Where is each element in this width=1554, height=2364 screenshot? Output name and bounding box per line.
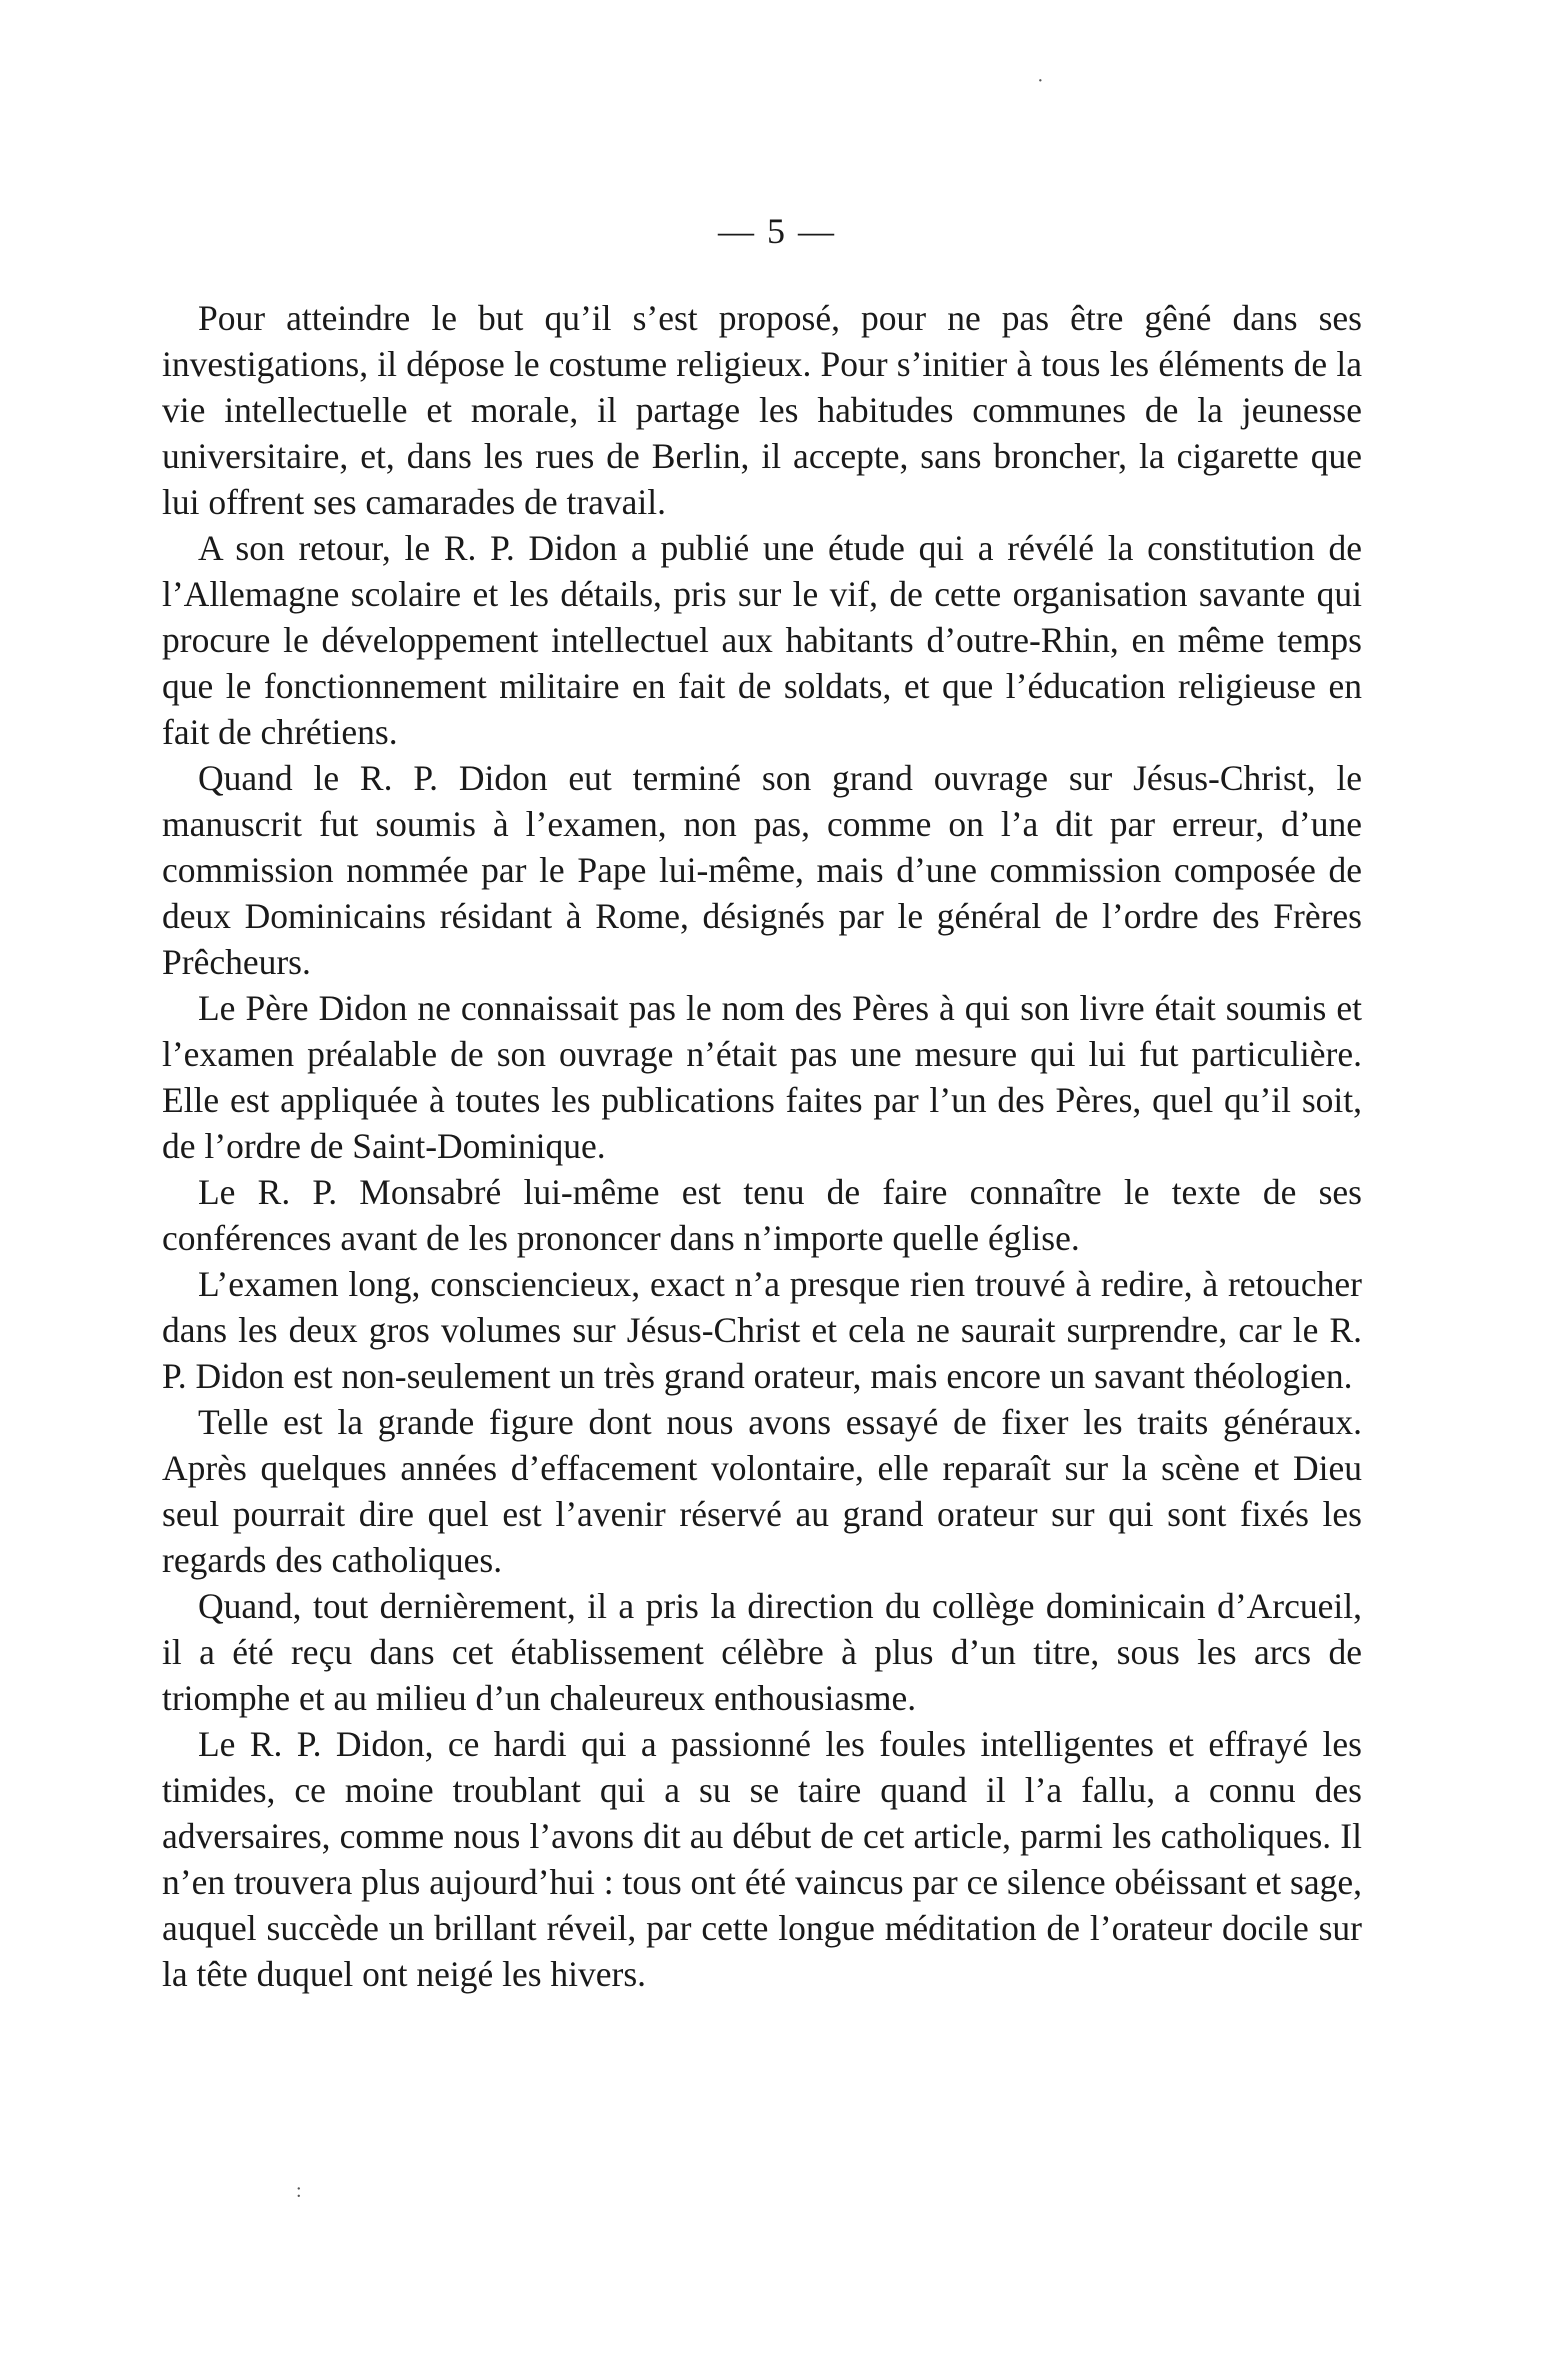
paragraph-6: L’examen long, consciencieux, exact n’a presque rien trouvé à redire, à retoucher dans les deux gros volumes sur Jésus-Christ et cela ne saurait surprendre, car le R. P. Didon est non-seulement un très grand orateur, mais encore un savant théologien.: [162, 1264, 1362, 1396]
scan-speck: ·: [1037, 70, 1044, 92]
paragraph-9: Le R. P. Didon, ce hardi qui a passionné les foules intelligentes et effrayé les timides, ce moine troublant qui a su se taire quand il l’a fallu, a connu des adversaires, comme nous l’avons dit au début de cet article, parmi les catholiques. Il n’en trouvera plus aujourd’hui : tous ont été vaincus par ce silence obéissant et sage, auquel succède un brillant réveil, par cette longue méditation de l’orateur docile sur la tête duquel ont neigé les hivers.: [162, 1724, 1362, 1994]
paragraph-1: Pour atteindre le but qu’il s’est proposé, pour ne pas être gêné dans ses investigations, il dépose le costume religieux. Pour s’initier à tous les éléments de la vie intellectuelle et morale, il partage les habitudes communes de la jeunesse universitaire, et, dans les rues de Berlin, il accepte, sans broncher, la cigarette que lui offrent ses camarades de travail.: [162, 298, 1362, 522]
paragraph-4: Le Père Didon ne connaissait pas le nom des Pères à qui son livre était soumis et l’examen préalable de son ouvrage n’était pas une mesure qui lui fut particulière. Elle est appliquée à toutes les publications faites par l’un des Pères, quel qu’il soit, de l’ordre de Saint-Dominique.: [162, 988, 1362, 1166]
paragraph-2: A son retour, le R. P. Didon a publié une étude qui a révélé la constitution de l’Allemagne scolaire et les détails, pris sur le vif, de cette organisation savante qui procure le développement intellectuel aux habitants d’outre-Rhin, en même temps que le fonctionnement militaire en fait de soldats, et que l’éducation religieuse en fait de chrétiens.: [162, 528, 1362, 752]
scan-speck: :: [296, 2180, 302, 2202]
body-text: [162, 295, 1362, 1997]
paragraph-7: Telle est la grande figure dont nous avons essayé de fixer les traits généraux. Après quelques années d’effacement volontaire, elle reparaît sur la scène et Dieu seul pourrait dire quel est l’avenir réservé au grand orateur sur qui sont fixés les regards des catholiques.: [162, 1402, 1362, 1580]
page-number: — 5 —: [718, 211, 836, 251]
paragraph-3: Quand le R. P. Didon eut terminé son grand ouvrage sur Jésus-Christ, le manuscrit fut soumis à l’examen, non pas, comme on l’a dit par erreur, d’une commission nommée par le Pape lui-même, mais d’une commission composée de deux Dominicains résidant à Rome, désignés par le général de l’ordre des Frères Prêcheurs.: [162, 758, 1362, 982]
paragraph-5: Le R. P. Monsabré lui-même est tenu de faire connaître le texte de ses conférences avant de les prononcer dans n’importe quelle église.: [162, 1172, 1362, 1258]
paragraph-8: Quand, tout dernièrement, il a pris la direction du collège dominicain d’Arcueil, il a été reçu dans cet établissement célèbre à plus d’un titre, sous les arcs de triomphe et au milieu d’un chaleureux enthousiasme.: [162, 1586, 1362, 1718]
